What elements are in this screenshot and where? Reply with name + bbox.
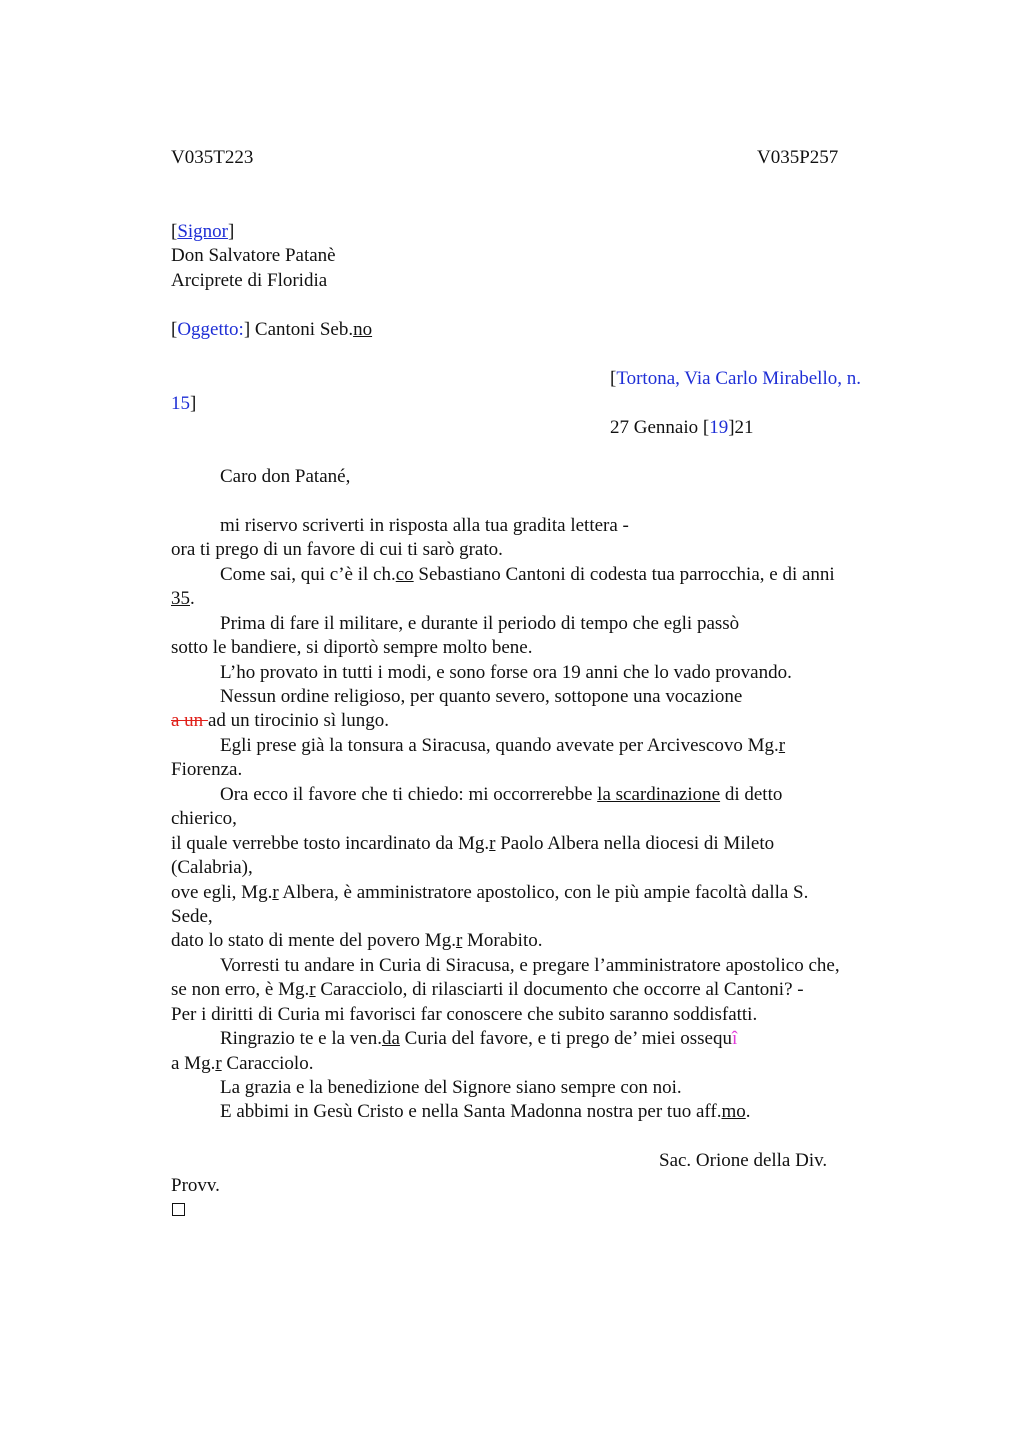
body-line: L’ho provato in tutti i modi, e sono forse ora 19 anni che lo vado provando. <box>220 662 792 683</box>
body-line: se non erro, è Mg.r Caracciolo, di rilasciarti il documento che occorre al Cantoni? - <box>171 979 804 1000</box>
subject-label: Oggetto: <box>177 319 244 340</box>
body-line: La grazia e la benedizione del Signore siano sempre con noi. <box>220 1077 682 1098</box>
body-line: Vorresti tu andare in Curia di Siracusa, e pregare l’amministratore apostolico che, <box>220 955 840 976</box>
struck-text: a un <box>171 710 208 731</box>
body-line: Sede, <box>171 906 213 927</box>
empty-box-icon <box>172 1199 185 1221</box>
body-line: a Mg.r Caracciolo. <box>171 1053 314 1074</box>
address-title: [Signor] <box>171 221 235 242</box>
address-role: Arciprete di Floridia <box>171 270 328 291</box>
body-line: ora ti prego di un favore di cui ti sarò grato. <box>171 539 503 560</box>
body-line: Come sai, qui c’è il ch.co Sebastiano Cantoni di codesta tua parrocchia, e di anni <box>220 564 835 585</box>
body-line: il quale verrebbe tosto incardinato da Mg.r Paolo Albera nella diocesi di Mileto <box>171 833 775 854</box>
header-left-code: V035T223 <box>171 147 254 168</box>
body-line: Per i diritti di Curia mi favorisci far conoscere che subito saranno soddisfatti. <box>171 1004 758 1025</box>
body-line: a un ad un tirocinio sì lungo. <box>171 710 389 731</box>
body-line: E abbimi in Gesù Cristo e nella Santa Madonna nostra per tuo aff.mo. <box>220 1101 751 1122</box>
body-line: Nessun ordine religioso, per quanto severo, sottopone una vocazione <box>220 686 743 707</box>
signature-line-1: Sac. Orione della Div. <box>659 1150 828 1171</box>
body-line: (Calabria), <box>171 857 253 878</box>
body-line: Ringrazio te e la ven.da Curia del favore, e ti prego de’ miei ossequî <box>220 1028 738 1049</box>
body-line: mi riservo scriverti in risposta alla tua gradita lettera - <box>220 515 629 536</box>
body-line: chierico, <box>171 808 237 829</box>
body-line: Egli prese già la tonsura a Siracusa, quando avevate per Arcivescovo Mg.r <box>220 735 786 756</box>
body-line: Ora ecco il favore che ti chiedo: mi occorrerebbe la scardinazione di detto <box>220 784 783 805</box>
body-line: ove egli, Mg.r Albera, è amministratore apostolico, con le più ampie facoltà dalla S. <box>171 882 809 903</box>
subject-line: [Oggetto:] Cantoni Seb.no <box>171 319 373 340</box>
place-line-2: 15] <box>171 393 197 414</box>
address-name: Don Salvatore Patanè <box>171 245 336 266</box>
header-right-code: V035P257 <box>757 147 839 168</box>
body-line: Prima di fare il militare, e durante il periodo di tempo che egli passò <box>220 613 740 634</box>
body-line: sotto le bandiere, si diportò sempre molto bene. <box>171 637 533 658</box>
date-line: 27 Gennaio [19]21 <box>610 417 754 438</box>
signature-line-2: Provv. <box>171 1175 220 1196</box>
place-line-1: [Tortona, Via Carlo Mirabello, n. <box>610 368 861 389</box>
signor-link[interactable]: Signor <box>177 221 229 242</box>
body-line: Fiorenza. <box>171 759 243 780</box>
salutation: Caro don Patané, <box>220 466 351 487</box>
body-line: dato lo stato di mente del povero Mg.r Morabito. <box>171 930 543 951</box>
body-line: 35. <box>171 588 195 609</box>
